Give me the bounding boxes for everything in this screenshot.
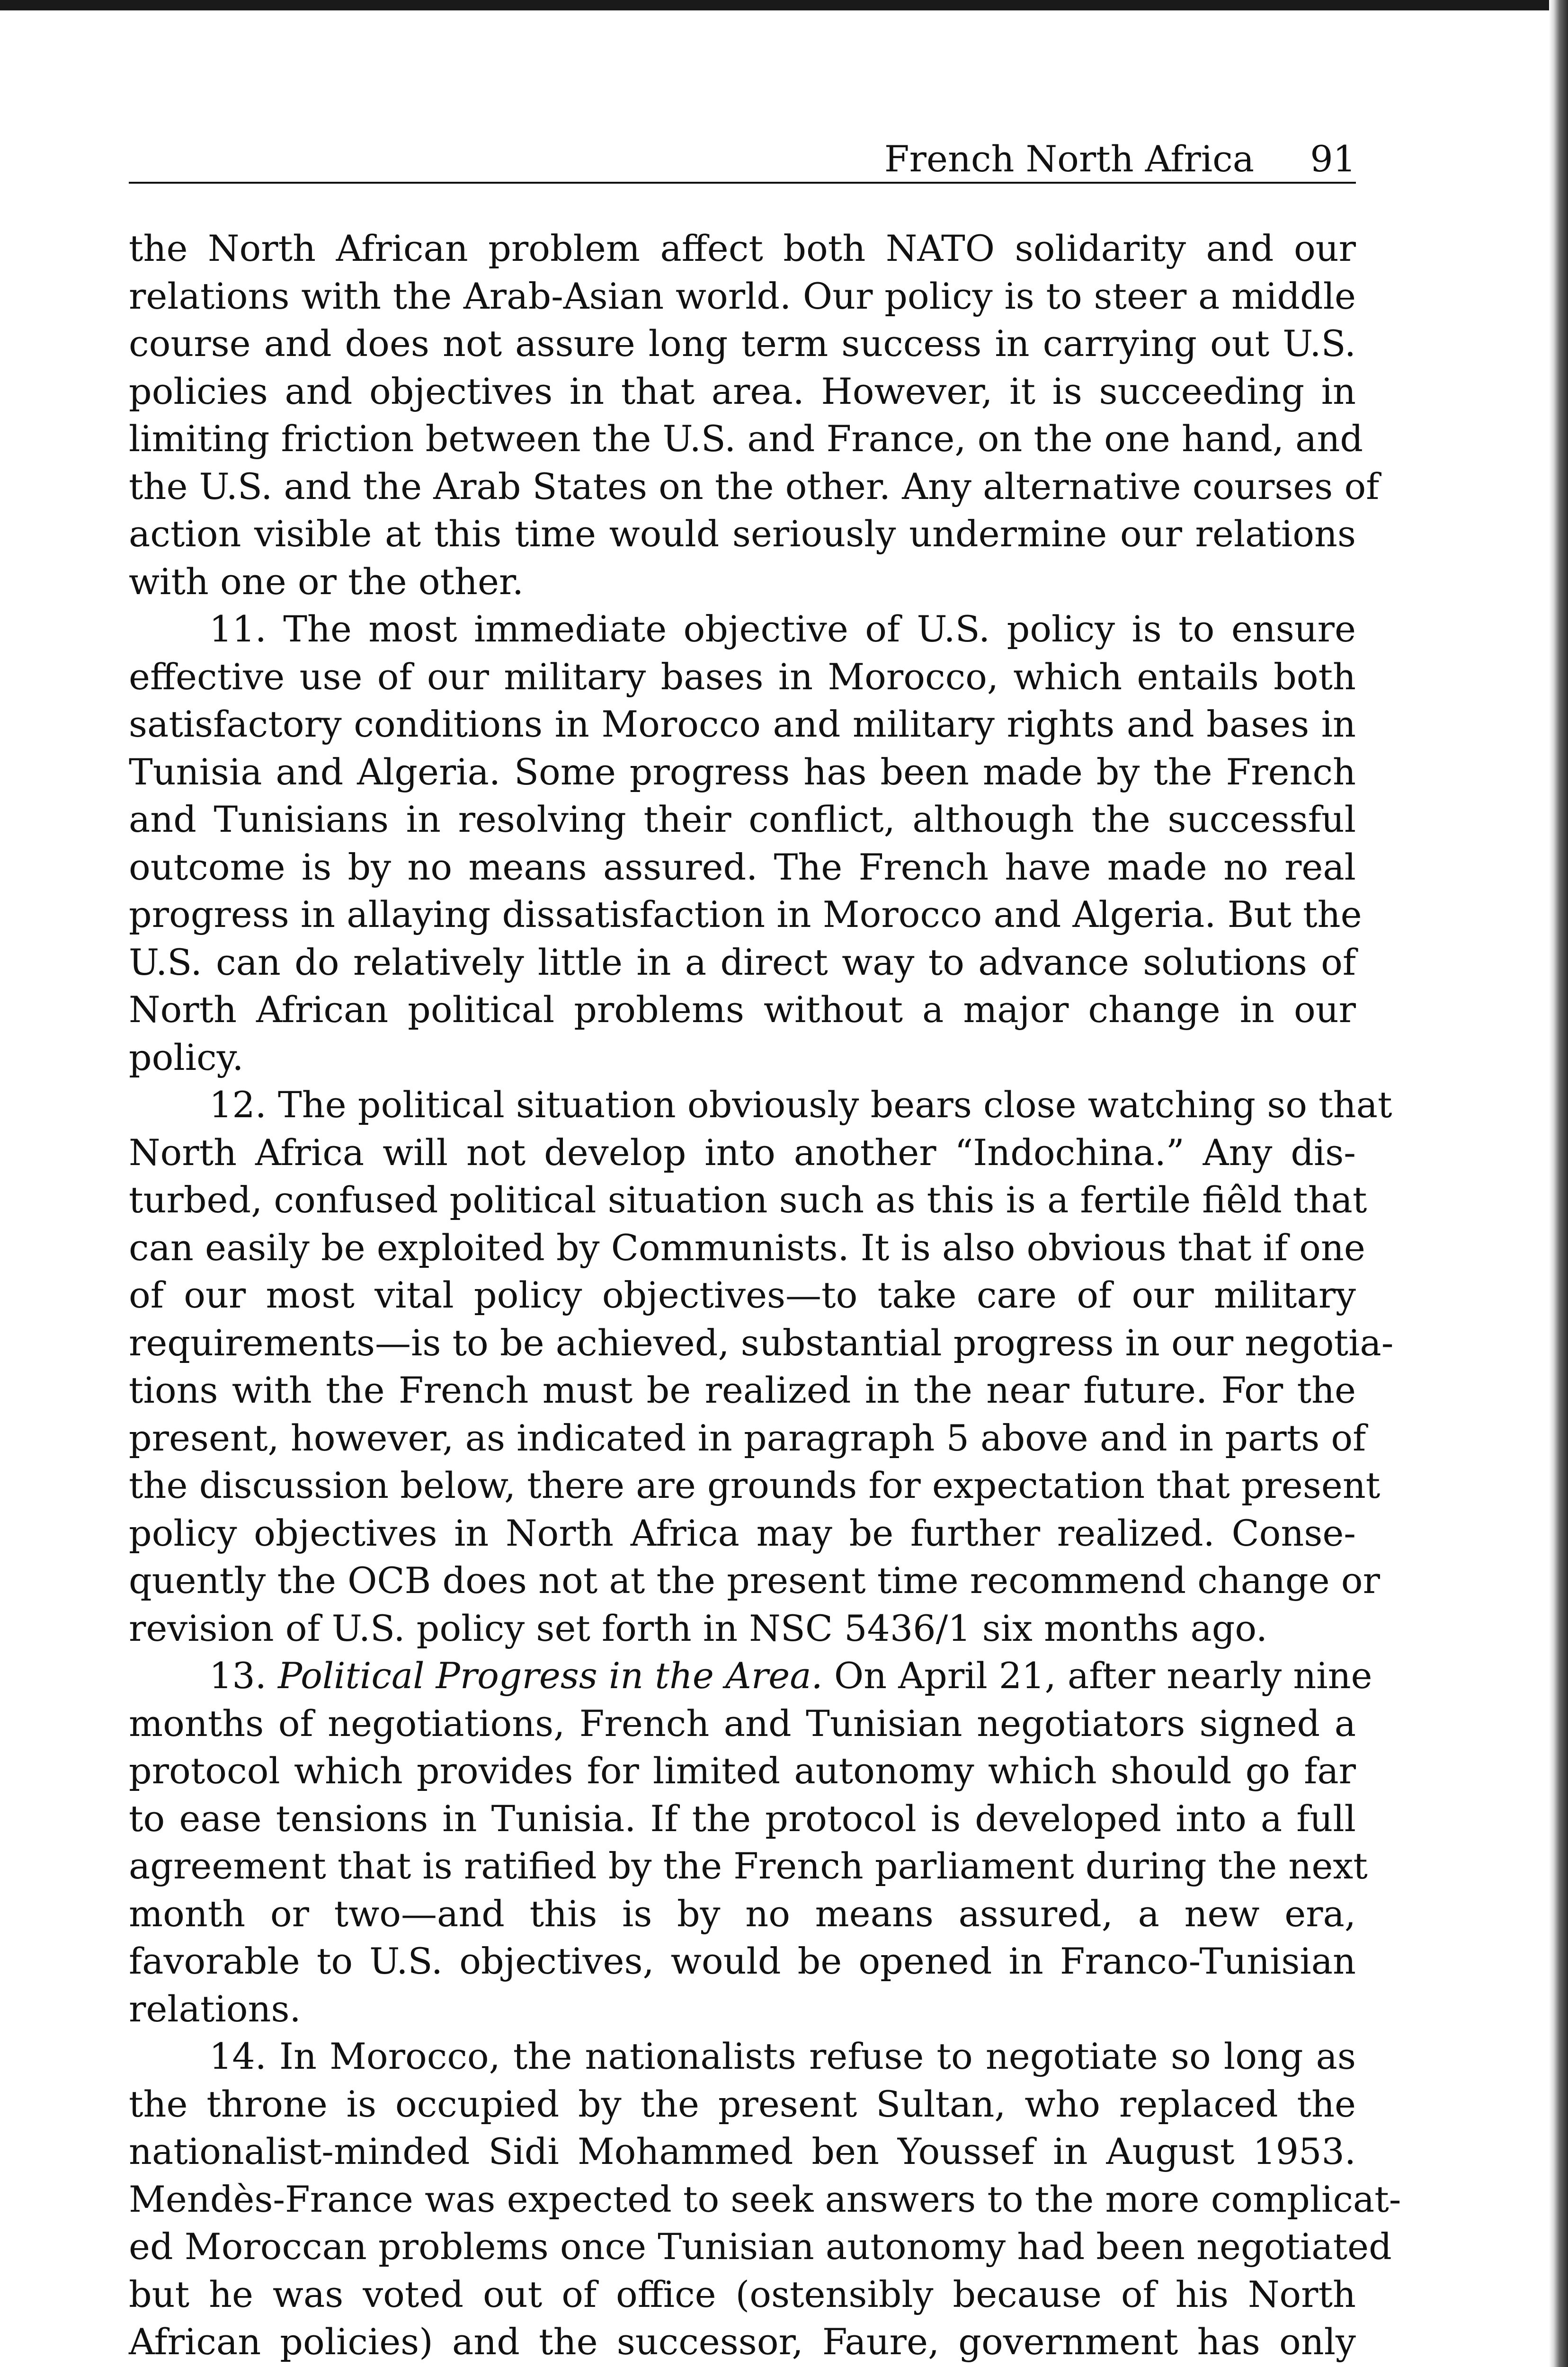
text-line: of our most vital policy objectives—to take care of our military: [129, 1274, 1356, 1316]
text-line: relations with the Arab-Asian world. Our policy is to steer a middle: [129, 275, 1356, 317]
text-line: North African political problems without a major change in our: [129, 988, 1356, 1031]
text-line: month or two—and this is by no means assured, a new era,: [129, 1892, 1356, 1935]
text-line: present, however, as indicated in paragraph 5 above and in parts of: [129, 1416, 1366, 1459]
paragraph-11-first-line: 11. The most immediate objective of U.S. policy is to ensure: [209, 608, 1356, 650]
running-head-title: French North Africa: [884, 138, 1254, 180]
text-line: limiting friction between the U.S. and France, on the one hand, and: [129, 418, 1363, 460]
text-line: months of negotiations, French and Tunisian negotiators signed a: [129, 1702, 1356, 1744]
text-line: Tunisia and Algeria. Some progress has been made by the French: [129, 750, 1356, 793]
paragraph-13-first-line: [129, 1652, 1372, 1700]
text-line: can easily be exploited by Communists. It is also obvious that if one: [129, 1226, 1365, 1269]
text-line: policy.: [129, 1036, 244, 1078]
section-heading-political-progress: Political Progress in the Area.: [278, 1655, 823, 1697]
text-line: with one or the other.: [129, 560, 524, 603]
text-line: action visible at this time would seriously undermine our relations: [129, 513, 1356, 555]
text-line: policies and objectives in that area. However, it is succeeding in: [129, 370, 1356, 412]
text-line: and Tunisians in resolving their conflict, although the successful: [129, 798, 1356, 840]
scan-top-border: [0, 0, 1568, 10]
text-line: effective use of our military bases in Morocco, which entails both: [129, 655, 1356, 698]
text-line: the discussion below, there are grounds for expectation that present: [129, 1464, 1381, 1506]
text-line: North Africa will not develop into another “Indochina.” Any dis-: [129, 1131, 1356, 1174]
text-line: relations.: [129, 1987, 301, 2030]
page-number: 91: [1310, 138, 1356, 180]
paragraph-13-lead-text: On April 21, after nearly nine: [834, 1655, 1372, 1697]
text-line: the U.S. and the Arab States on the other. Any alternative courses of: [129, 465, 1380, 507]
running-head: [129, 132, 1356, 184]
text-line: agreement that is ratified by the French parliament during the next: [129, 1845, 1368, 1887]
text-line: protocol which provides for limited autonomy which should go far: [129, 1750, 1356, 1792]
paragraph-14-first-line: 14. In Morocco, the nationalists refuse to negotiate so long as: [209, 2035, 1356, 2077]
text-line: the throne is occupied by the present Sultan, who replaced the: [129, 2082, 1356, 2125]
text-line: the North African problem affect both NATO solidarity and our: [129, 227, 1356, 269]
scan-page-edge: [1549, 0, 1568, 2367]
text-line: favorable to U.S. objectives, would be opened in Franco-Tunisian: [129, 1940, 1356, 1982]
paragraph-13-number: 13.: [209, 1655, 267, 1697]
body-text: [129, 225, 1401, 2366]
text-line: U.S. can do relatively little in a direct way to advance solutions of: [129, 941, 1356, 983]
text-line: revision of U.S. policy set forth in NSC 5436/1 six months ago.: [129, 1607, 1267, 1649]
text-line: turbed, confused political situation such as this is a fertile fiêld that: [129, 1179, 1367, 1221]
paragraph-12-first-line: 12. The political situation obviously bears close watching so that: [209, 1084, 1392, 1126]
text-line: African policies) and the successor, Faure, government has only: [129, 2321, 1356, 2363]
text-line: tions with the French must be realized in the near future. For the: [129, 1369, 1356, 1411]
text-line: but he was voted out of office (ostensibly because of his North: [129, 2273, 1356, 2315]
text-line: requirements—is to be achieved, substantial progress in our negotia-: [129, 1321, 1394, 1364]
text-line: nationalist-minded Sidi Mohammed ben Youssef in August 1953.: [129, 2130, 1356, 2172]
text-line: quently the OCB does not at the present time recommend change or: [129, 1559, 1380, 1602]
text-line: outcome is by no means assured. The French have made no real: [129, 845, 1356, 888]
text-line: to ease tensions in Tunisia. If the protocol is developed into a full: [129, 1797, 1356, 1840]
text-line: ed Moroccan problems once Tunisian autonomy had been negotiated: [129, 2225, 1392, 2268]
text-line: Mendès-France was expected to seek answers to the more complicat-: [129, 2178, 1401, 2220]
text-line: progress in allaying dissatisfaction in Morocco and Algeria. But the: [129, 893, 1362, 935]
text-line: satisfactory conditions in Morocco and military rights and bases in: [129, 703, 1356, 745]
text-line: policy objectives in North Africa may be further realized. Conse-: [129, 1512, 1356, 1554]
text-line: course and does not assure long term success in carrying out U.S.: [129, 322, 1356, 365]
